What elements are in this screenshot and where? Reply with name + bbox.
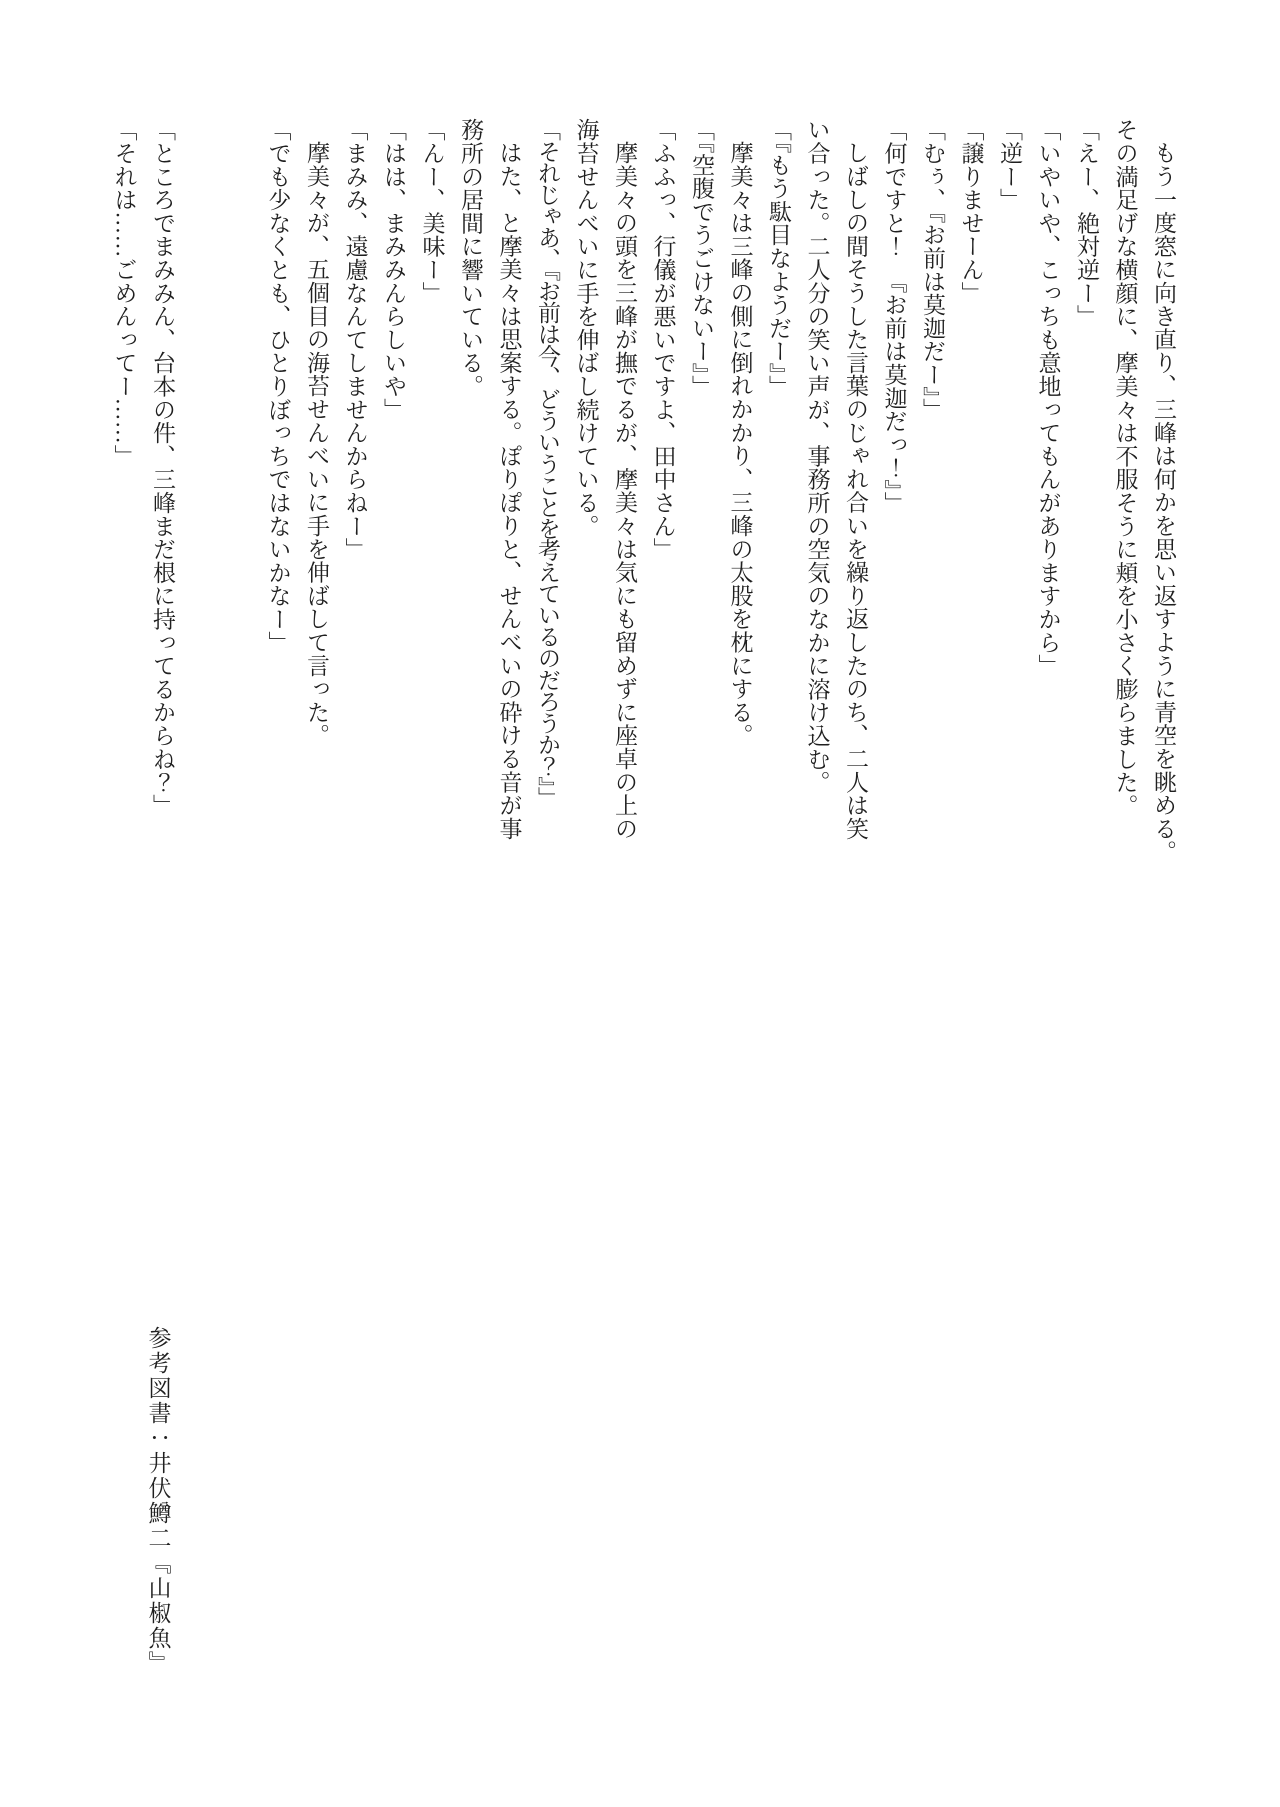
text-column: 「逆ー」 <box>997 118 1022 212</box>
text-column: 「それじゃあ、『お前は今、どういうことを考えているのだろうか？』」 <box>535 118 560 808</box>
text-column: 「何ですと！ 『お前は莫迦だっ！』」 <box>881 118 907 515</box>
text-column: 「『空腹でうごけないー』」 <box>689 118 714 398</box>
text-column: 務所の居間に響いている。 <box>458 118 483 398</box>
text-column: 「『もう駄目なようだー』」 <box>766 118 791 398</box>
text-column: い合った。二人分の笑い声が、事務所の空気のなかに溶け込む。 <box>804 118 830 794</box>
reference-citation: 参考図書：井伏鱒二『山椒魚』 <box>145 1326 171 1676</box>
text-column: 「いやいや、こっちも意地ってもんがありますから」 <box>1035 118 1061 678</box>
text-column: 「はは、まみみんらしいや」 <box>381 118 406 421</box>
text-column: 「まみみ、遠慮なんてしませんからねー」 <box>342 118 368 561</box>
main-text-block <box>104 118 1182 900</box>
blank-column <box>220 118 259 900</box>
text-column: 摩美々は三峰の側に倒れかかり、三峰の太股を枕にする。 <box>727 141 753 747</box>
text-column: 「んー、美味ー」 <box>419 118 445 305</box>
text-column: 「でも少なくとも、ひとりぼっちではないかなー」 <box>265 118 291 654</box>
text-column: もう一度窓に向き直り、三峰は何かを思い返すように青空を眺める。 <box>1151 141 1176 864</box>
text-column: 海苔せんべいに手を伸ばし続けている。 <box>573 118 599 538</box>
text-column: その満足げな横顔に、摩美々は不服そうに頬を小さく膨らました。 <box>1112 118 1138 817</box>
text-column: 「それは……ごめんってー……」 <box>111 118 137 468</box>
blank-column <box>181 118 220 900</box>
text-column: 「えー、絶対逆ー」 <box>1074 118 1099 328</box>
text-column: 「譲りませーん」 <box>958 118 984 305</box>
text-column: 摩美々の頭を三峰が撫でるが、摩美々は気にも留めずに座卓の上の <box>612 141 637 840</box>
text-column: 摩美々が、五個目の海苔せんべいに手を伸ばして言った。 <box>304 141 329 747</box>
text-column: しばしの間そうした言葉のじゃれ合いを繰り返したのち、二人は笑 <box>843 141 868 840</box>
text-column: 「むぅ、『お前は莫迦だー』」 <box>920 118 945 422</box>
text-column: はた、と摩美々は思案する。ぽりぽりと、せんべいの砕ける音が事 <box>496 141 522 840</box>
text-column: 「ふふっ、行儀が悪いですよ、田中さん」 <box>650 118 676 561</box>
text-column: 「ところでまみみん、台本の件、三峰まだ根に持ってるからね？」 <box>150 118 175 817</box>
